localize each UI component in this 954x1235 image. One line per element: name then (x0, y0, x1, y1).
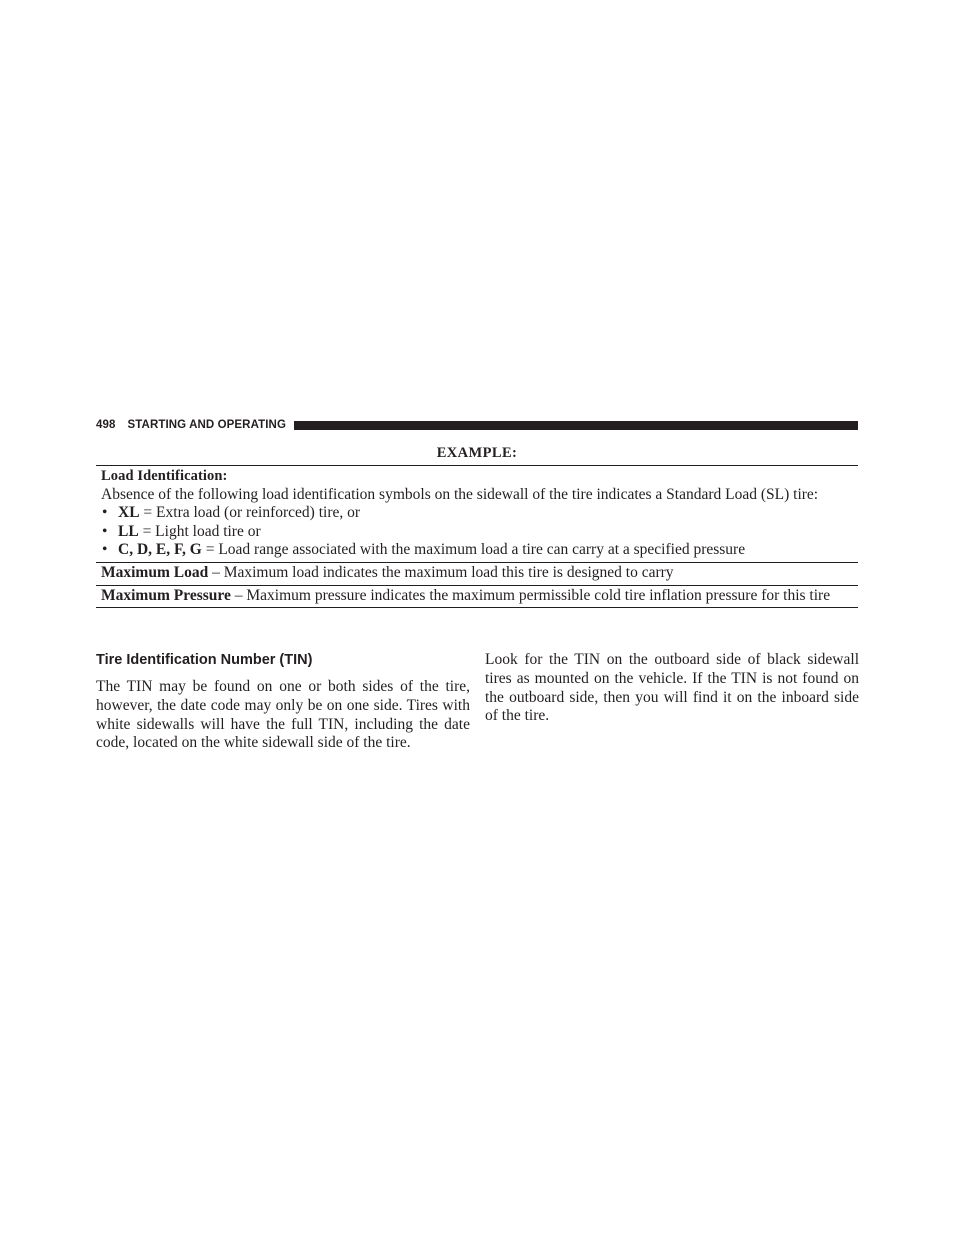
symbol-term: C, D, E, F, G (118, 541, 202, 559)
list-item (101, 523, 854, 542)
example-table (96, 444, 858, 608)
table-caption: EXAMPLE: (436, 445, 518, 461)
list-item (101, 541, 854, 560)
bullet-icon: • (102, 541, 108, 559)
header-rule (294, 421, 858, 430)
section-title: STARTING AND OPERATING (127, 419, 287, 431)
maximum-pressure-text: – Maximum pressure indicates the maximum permissible cold tire inflation pressure for this tire (230, 586, 831, 604)
load-identification-description: Absence of the following load identification symbols on the sidewall of the tire indicates a Standard Load (SL) tire: (101, 485, 819, 503)
maximum-pressure-row (96, 585, 858, 609)
maximum-load-term: Maximum Load (101, 563, 209, 581)
symbol-text: = Load range associated with the maximum load a tire can carry at a specified pressure (201, 541, 746, 559)
left-column (96, 651, 470, 753)
symbol-text: = Light load tire or (138, 522, 261, 540)
bullet-icon: • (102, 504, 108, 522)
list-item (101, 504, 854, 523)
load-symbol-list (101, 504, 854, 560)
load-identification-heading: Load Identification: (101, 468, 228, 484)
tin-heading: Tire Identification Number (TIN) (96, 652, 313, 668)
maximum-pressure-term: Maximum Pressure (101, 586, 231, 604)
symbol-term: LL (118, 522, 139, 540)
symbol-text: = Extra load (or reinforced) tire, or (139, 504, 361, 522)
page-number: 498 (96, 419, 116, 431)
maximum-load-text: – Maximum load indicates the maximum load this tire is designed to carry (208, 563, 674, 581)
tin-left-paragraph: The TIN may be found on one or both sides of the tire, however, the date code may only be on one side. Tires with white sidewalls will have the full TIN, including the date code, located on the white sidewall side of the tire. (96, 678, 470, 752)
bullet-icon: • (102, 522, 108, 540)
load-identification-row (96, 465, 858, 562)
tin-right-paragraph: Look for the TIN on the outboard side of black sidewall tires as mounted on the vehicle. If the TIN is not found on the outboard side, then you will find it on the inboard side of the tire. (485, 651, 859, 725)
page-header (96, 417, 858, 433)
right-column (485, 651, 859, 726)
symbol-term: XL (118, 504, 140, 522)
maximum-load-row (96, 562, 858, 585)
